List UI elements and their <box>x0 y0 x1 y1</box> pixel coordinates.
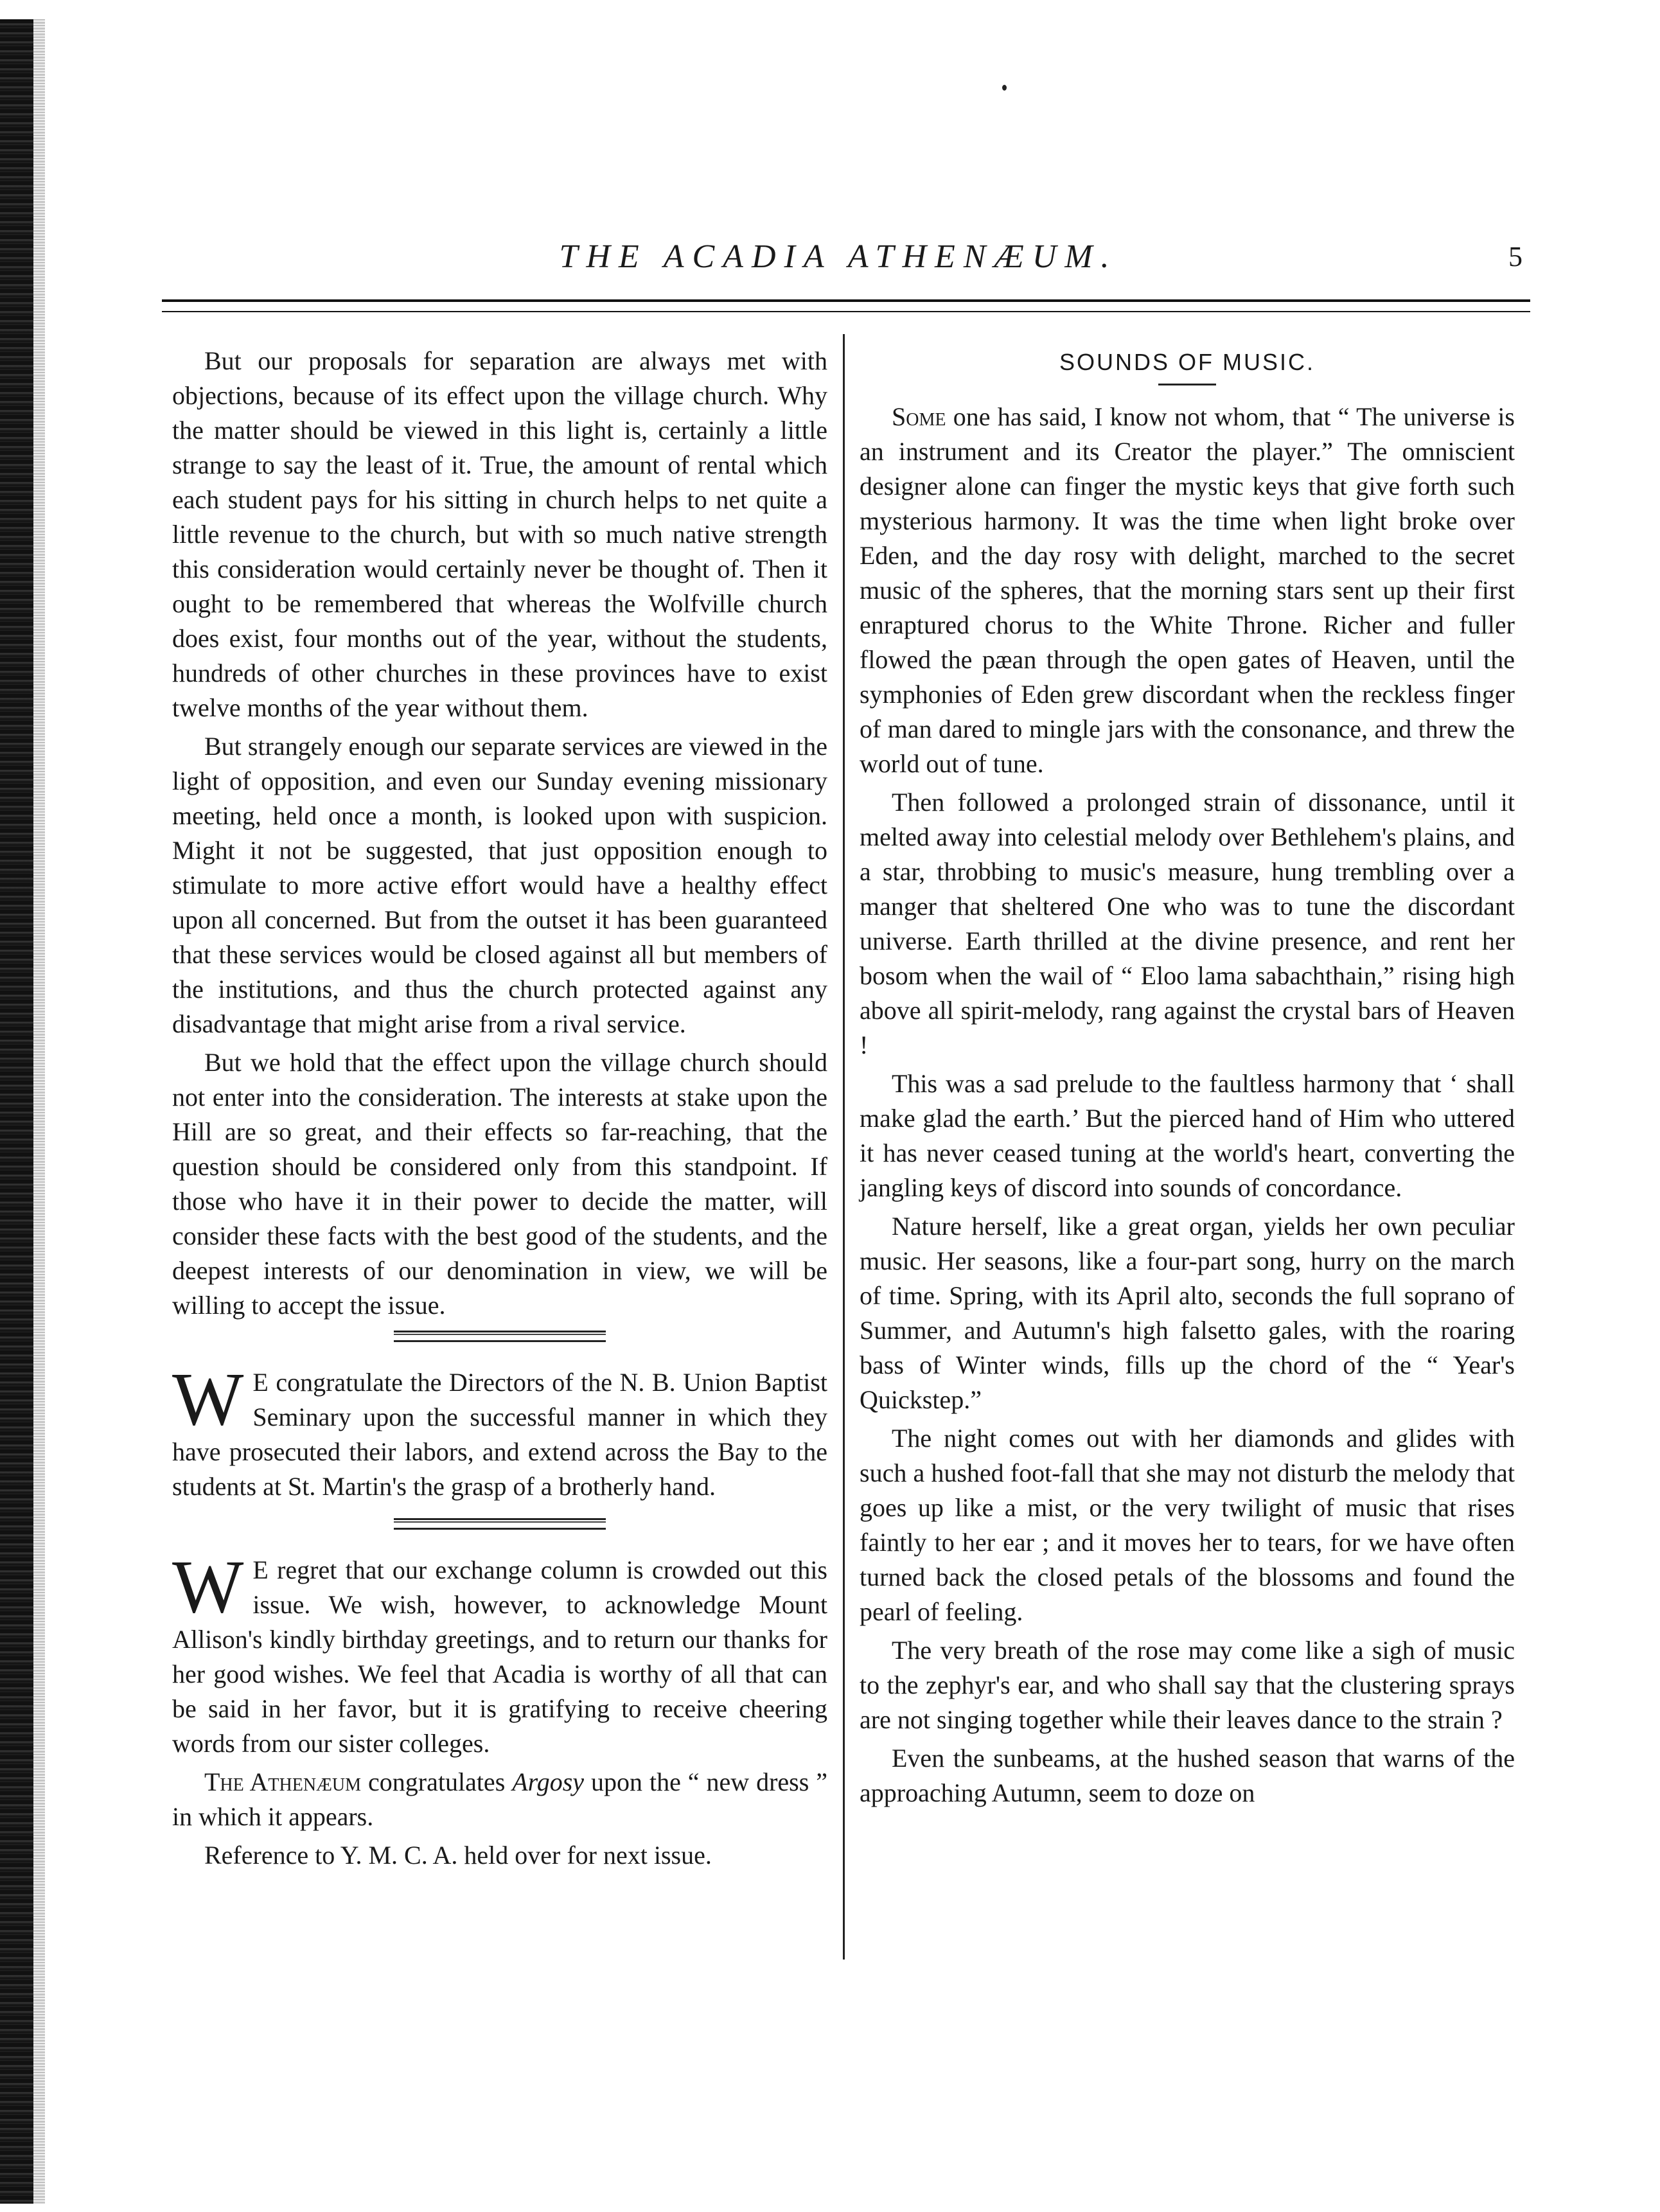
note-ymca: Reference to Y. M. C. A. held over for next issue. <box>204 1841 712 1870</box>
title-rule <box>1158 384 1216 385</box>
drop-cap: W <box>172 1544 244 1629</box>
page-binding-shadow <box>33 19 45 2204</box>
editorial-paragraph-3: But we hold that the effect upon the village church should not enter into the consideration. The interests at stake upon the Hill are so great, and their effects so far-reaching, that the question should be considered only from this standpoint. If those who have it in their power to decide the matter, will consider these facts with the best good of the students, and the deepest interests of our denomination in view, we will be willing to accept the issue. <box>172 1048 827 1320</box>
note-seminary <box>172 1357 827 1504</box>
section-separator <box>394 1518 606 1530</box>
editorial-paragraph-2: But strangely enough our separate services are viewed in the light of opposition, and even our Sunday evening missionary meeting, held once a month, is looked upon with suspicion. Might it not be suggested, that just opposition enough to stimulate to more active effort would have a healthy effect upon all concerned. But from the outset it has been guaranteed that these services would be closed against all but members of the institutions, and thus the church protected against any disadvantage that might arise from a rival service. <box>172 732 827 1038</box>
note-seminary-text: E congratulate the Directors of the N. B. Union Baptist Seminary upon the successful manner in which they have prosecuted their labors, and extend across the Bay to the students at St. Martin's the grasp of a brotherly hand. <box>172 1368 827 1501</box>
article-paragraph-1-text: one has said, I know not whom, that “ The universe is an instrument and its Creator the player.” The omniscient designer alone can finger the mystic keys that give forth such mysterious harmony. It was the time when light broke over Eden, and the day rosy with delight, marched to the secret music of the spheres, that the morning stars sent up their first enraptured chorus to the White Throne. Richer and fuller flowed the pæan through the open gates of Heaven, until the symphonies of Eden grew discordant when the reckless finger of man dared to mingle jars with the consonance, and threw the world out of tune. <box>860 402 1515 778</box>
ink-speck <box>1002 85 1007 91</box>
note-argosy-title: Argosy <box>512 1767 585 1796</box>
article-paragraph-4: Nature herself, like a great organ, yields her own peculiar music. Her seasons, like a four-part song, hurry on the march of time. Spring, with its April alto, seconds the full soprano of Summer, and Autumn's high falsetto gales, with the roaring bass of Winter winds, fills up the chord of the “ Year's Quickstep.” <box>860 1212 1515 1414</box>
article-title: SOUNDS OF MUSIC. <box>1059 349 1315 375</box>
note-argosy-mid: congratulates <box>361 1767 513 1796</box>
editorial-paragraph-1: But our proposals for separation are always met with objections, because of its effect upon the village church. Why the matter should be viewed in this light is, certainly a little strange to say the least of it. True, the amount of rental which each student pays for his sitting in church helps to net quite a little revenue to the church, but with so much native strength this consideration would certainly never be thought of. Then it ought to be remembered that whereas the Wolfville church does exist, four months out of the year, without the students, hundreds of other churches in these provinces have to exist twelve months of the year without them. <box>172 346 827 722</box>
drop-cap: W <box>172 1357 244 1441</box>
page-header <box>154 238 1523 296</box>
article-paragraph-2: Then followed a prolonged strain of dissonance, until it melted away into celestial melody over Bethlehem's plains, and a star, throbbing to music's measure, hung trembling over a manger that sheltered One who was to tune the discordant universe. Earth thrilled at the divine presence, and rent her bosom when the wail of “ Eloo lama sabachthain,” rising high above all spirit-melody, rang against the crystal bars of Heaven ! <box>860 788 1515 1059</box>
article-lead-word: Some <box>892 402 946 431</box>
note-exchange-text: E regret that our exchange column is crowded out this issue. We wish, however, to acknowledge Mount Allison's kindly birthday greetings, and to return our thanks for her good wishes. We feel that Acadia is worthy of all that can be said in her favor, but it is gratifying to receive cheering words from our sister colleges. <box>172 1555 827 1758</box>
article-paragraph-1 <box>860 400 1515 781</box>
page-binding-edge <box>0 19 33 2204</box>
page-number: 5 <box>1508 241 1523 272</box>
left-column <box>172 344 827 1877</box>
note-exchange <box>172 1544 827 1761</box>
article-paragraph-6: The very breath of the rose may come like a sigh of music to the zephyr's ear, and who shall say that the clustering sprays are not singing together while their leaves dance to the strain ? <box>860 1636 1515 1734</box>
note-argosy-lead: The Athenæum <box>204 1767 362 1796</box>
article-paragraph-3: This was a sad prelude to the faultless harmony that ‘ shall make glad the earth.’ But the pierced hand of Him who uttered it has never ceased tuning at the world's heart, converting the jangling keys of discord into sounds of concordance. <box>860 1069 1515 1202</box>
header-double-rule <box>162 299 1530 312</box>
article-paragraph-5: The night comes out with her diamonds and glides with such a hushed foot-fall that she may not disturb the melody that goes up like a mist, or the very twilight of music that rises faintly to her ear ; and it moves her to tears, for we have often turned back the closed petals of the blossoms and found the pearl of feeling. <box>860 1424 1515 1626</box>
running-title: THE ACADIA ATHENÆUM. <box>559 238 1118 275</box>
article-paragraph-7: Even the sunbeams, at the hushed season that warns of the approaching Autumn, seem to doze on <box>860 1744 1515 1807</box>
column-divider <box>843 334 845 1960</box>
note-argosy <box>172 1765 827 1834</box>
right-column <box>860 344 1515 1814</box>
section-separator <box>394 1331 606 1342</box>
note-argosy-tail: upon the “ new dress ” in which it appears. <box>172 1767 827 1831</box>
